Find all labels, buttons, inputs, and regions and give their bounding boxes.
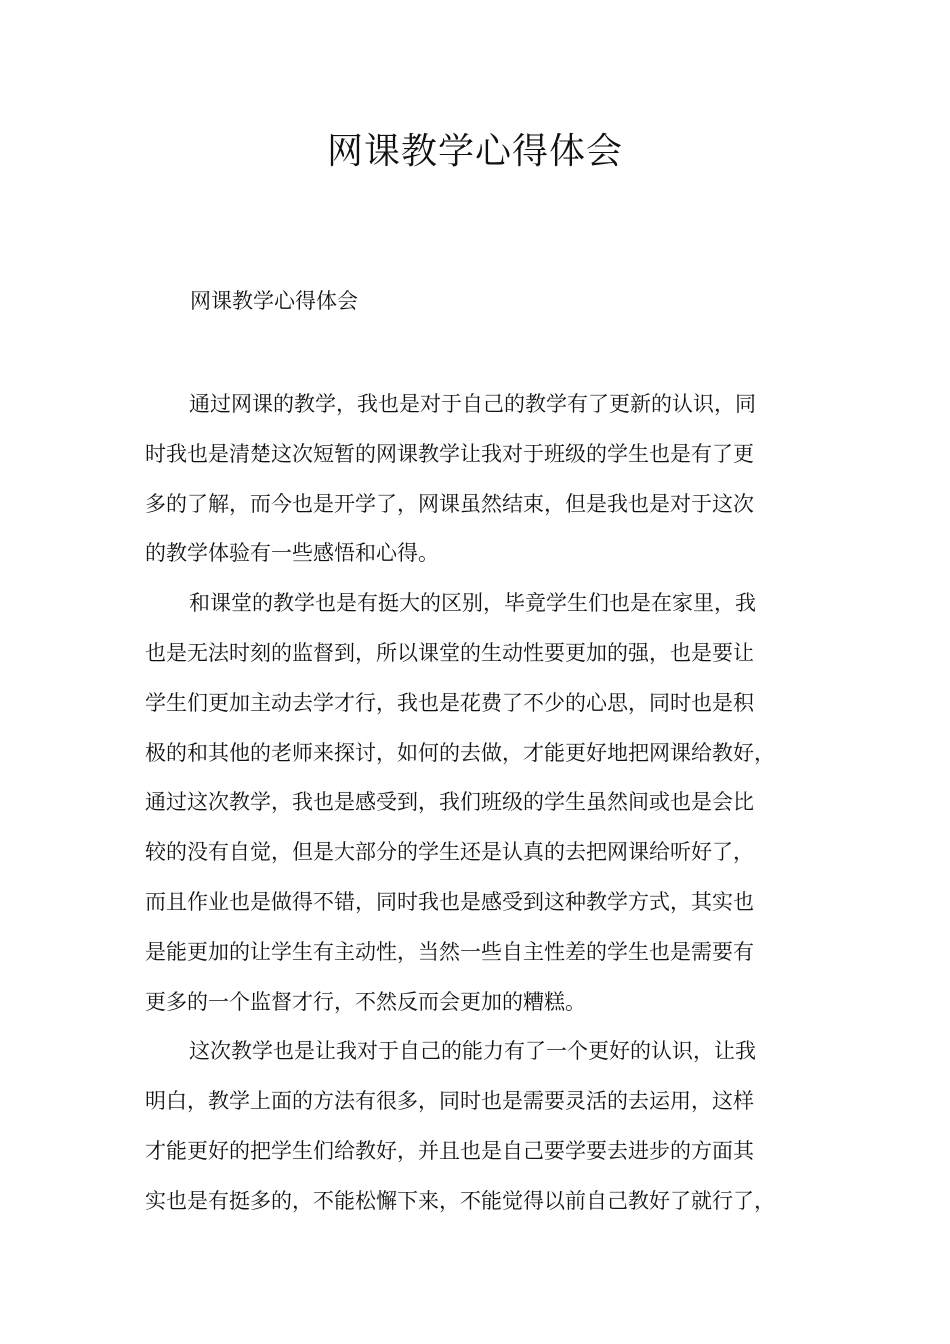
document-title: 网课教学心得体会 [326,131,623,172]
paragraph-2 [145,579,810,1027]
paragraph-line: 极的和其他的老师来探讨，如何的去做，才能更好地把网课给教好， [145,740,775,765]
paragraph-line: 通过网课的教学，我也是对于自己的教学有了更新的认识，同 [189,392,756,416]
paragraph-line: 实也是有挺多的，不能松懈下来，不能觉得以前自己教好了就行了， [145,1188,775,1213]
paragraph-line: 通过这次教学，我也是感受到，我们班级的学生虽然间或也是会比 [145,790,754,815]
paragraph-line: 和课堂的教学也是有挺大的区别，毕竟学生们也是在家里，我 [189,591,756,616]
paragraph-line: 也是无法时刻的监督到，所以课堂的生动性要更加的强，也是要让 [145,640,754,665]
paragraph-1 [145,380,810,579]
document-subtitle: 网课教学心得体会 [190,289,358,313]
paragraph-line: 较的没有自觉，但是大部分的学生还是认真的去把网课给听好了， [145,840,754,865]
document-body [145,380,810,1227]
paragraph-line: 时我也是清楚这次短暂的网课教学让我对于班级的学生也是有了更 [145,441,754,466]
paragraph-line: 是能更加的让学生有主动性，当然一些自主性差的学生也是需要有 [145,939,754,964]
paragraph-line: 才能更好的把学生们给教好，并且也是自己要学要去进步的方面其 [145,1138,754,1163]
paragraph-line: 多的了解，而今也是开学了，网课虽然结束，但是我也是对于这次 [145,491,754,516]
paragraph-3 [145,1027,810,1226]
paragraph-line: 明白，教学上面的方法有很多，同时也是需要灵活的去运用，这样 [145,1089,754,1114]
paragraph-line: 而且作业也是做得不错，同时我也是感受到这种教学方式，其实也 [145,889,754,914]
paragraph-line: 的教学体验有一些感悟和心得。 [145,541,439,566]
paragraph-line: 学生们更加主动去学才行，我也是花费了不少的心思，同时也是积 [145,690,754,715]
paragraph-line: 更多的一个监督才行，不然反而会更加的糟糕。 [145,989,586,1014]
paragraph-line: 这次教学也是让我对于自己的能力有了一个更好的认识，让我 [189,1039,756,1064]
